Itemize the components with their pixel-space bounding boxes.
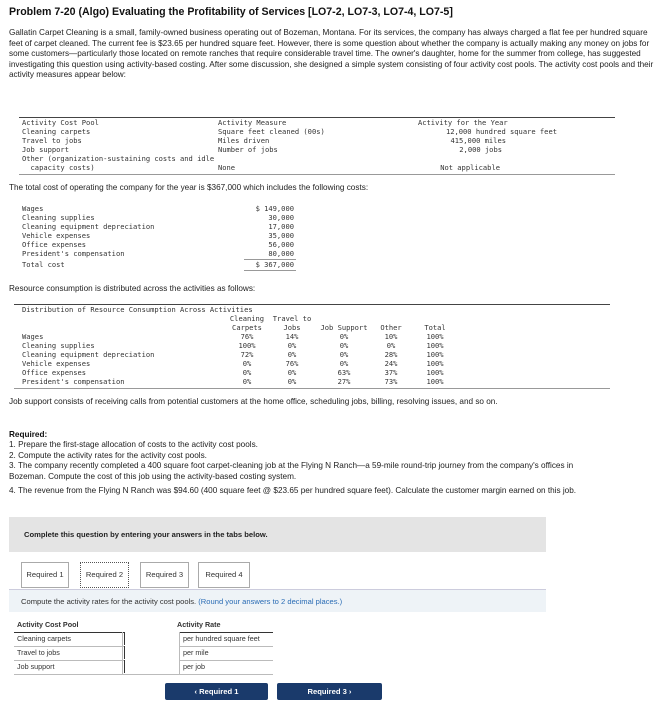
dist-row-label: Vehicle expenses [22, 359, 91, 368]
dist-cell: 0% [287, 350, 297, 359]
pool-measure: Number of jobs [218, 145, 278, 154]
tab-instruction [9, 589, 546, 612]
rate-input-cleaning-carpets[interactable] [124, 632, 179, 645]
pool-name: Travel to jobs [22, 136, 82, 145]
table-rule [19, 117, 615, 118]
dist-header: Travel to [272, 314, 312, 323]
dist-cell: 0% [339, 341, 349, 350]
required-heading: Required: [9, 430, 48, 439]
dist-cell: 63% [337, 368, 351, 377]
answer-unit-label: per hundred square feet [179, 632, 273, 646]
dist-header: Carpets [232, 323, 262, 332]
tab-required-4[interactable]: Required 4 [198, 562, 250, 588]
dist-cell: 100% [426, 377, 444, 386]
answer-pool-label: Cleaning carpets [14, 632, 123, 646]
dist-cell: 24% [384, 359, 398, 368]
col-header-measure: Activity Measure [218, 118, 287, 127]
cost-value: 30,000 [268, 213, 294, 222]
pool-measure: None [218, 163, 236, 172]
cost-label: Cleaning supplies [22, 213, 95, 222]
cost-label: Cleaning equipment depreciation [22, 222, 155, 231]
dist-cell: 76% [285, 359, 299, 368]
dist-cell: 0% [287, 341, 297, 350]
dist-cell: 0% [339, 332, 349, 341]
sum-rule [244, 270, 296, 271]
cost-total-value: $ 367,000 [255, 260, 294, 269]
dist-cell: 28% [384, 350, 398, 359]
dist-cell: 100% [426, 341, 444, 350]
answer-row [14, 646, 273, 661]
pool-activity: 12,000 hundred square feet [445, 127, 557, 136]
answer-header-rate: Activity Rate [177, 620, 221, 629]
dist-cell: 0% [339, 350, 349, 359]
cost-label: Wages [22, 204, 44, 213]
dist-cell: 37% [384, 368, 398, 377]
dist-cell: 0% [339, 359, 349, 368]
cost-value: $ 149,000 [255, 204, 294, 213]
tab-required-1[interactable]: Required 1 [21, 562, 69, 588]
dist-cell: 10% [384, 332, 398, 341]
dist-cell: 73% [384, 377, 398, 386]
dist-cell: 100% [426, 350, 444, 359]
dist-cell: 0% [287, 368, 297, 377]
cost-total-label: Total cost [22, 260, 65, 269]
dist-row-label: Cleaning equipment depreciation [22, 350, 155, 359]
answer-row [14, 632, 273, 647]
pool-activity: 415,000 miles [450, 136, 506, 145]
resource-text: Resource consumption is distributed across the activities as follows: [9, 284, 256, 293]
cost-value: 56,000 [268, 240, 294, 249]
answer-row [14, 660, 273, 675]
answer-unit-label: per mile [179, 646, 273, 660]
dist-cell: 100% [426, 332, 444, 341]
intro-paragraph: Gallatin Carpet Cleaning is a small, family-owned business operating out of Bozeman, Montana. For its services, the company has always charged a flat fee per hundred square feet of carpet cleaned. The current fee is $23.65 per hundred square feet. However, there is some question about whether the company is actually making any money on jobs for some customers—particularly those located on remote ranches that require considerable travel time. The owner's daughter, home for the summer from college, has suggested investigating this question using activity-based costing. After some discussion, she designed a simple system consisting of four activity cost pools. The activity cost pools and their activity measures appear below: [9, 28, 654, 79]
col-header-activity: Activity for the Year [418, 118, 508, 127]
total-cost-text: The total cost of operating the company for the year is $367,000 which includes the following costs: [9, 183, 369, 192]
dist-row-label: President's compensation [22, 377, 125, 386]
dist-cell: 100% [238, 341, 256, 350]
dist-cell: 27% [337, 377, 351, 386]
answer-pool-label: Travel to jobs [14, 646, 123, 660]
instruction-hint: (Round your answers to 2 decimal places.) [198, 597, 343, 606]
instruction-text: Compute the activity rates for the activity cost pools. [21, 597, 197, 606]
problem-title: Problem 7-20 (Algo) Evaluating the Profitability of Services [LO7-2, LO7-3, LO7-4, LO7-5] [9, 6, 453, 18]
tab-required-3[interactable]: Required 3 [140, 562, 189, 588]
prev-required-button[interactable]: ‹ Required 1 [165, 683, 268, 700]
dist-header: Total [424, 323, 446, 332]
pool-measure: Miles driven [218, 136, 270, 145]
answer-header-row [14, 618, 273, 633]
col-header-pool: Activity Cost Pool [22, 118, 99, 127]
cost-label: President's compensation [22, 249, 125, 258]
dist-cell: 0% [287, 377, 297, 386]
dist-cell: 0% [242, 368, 252, 377]
dist-header: Job Support [320, 323, 368, 332]
cost-value: 35,000 [268, 231, 294, 240]
dist-row-label: Wages [22, 332, 44, 341]
required-item: 2. Compute the activity rates for the activity cost pools. [9, 451, 207, 460]
dist-row-label: Cleaning supplies [22, 341, 95, 350]
table-rule [19, 174, 615, 175]
cost-value: 80,000 [268, 249, 294, 258]
cost-label: Office expenses [22, 240, 87, 249]
cost-value: 17,000 [268, 222, 294, 231]
rate-input-job-support[interactable] [124, 660, 179, 673]
required-item: 1. Prepare the first-stage allocation of costs to the activity cost pools. [9, 440, 258, 449]
table-rule [14, 388, 610, 389]
dist-cell: 100% [426, 359, 444, 368]
required-item: 3. The company recently completed a 400 square foot carpet-cleaning job at the Flying N Ranch—a 59-mile round-trip journey from the company's offices in Bozeman. Compute the cost of this job using the activity-based costing system. [9, 461, 574, 481]
dist-header: Other [380, 323, 402, 332]
dist-header: Jobs [283, 323, 301, 332]
pool-name: capacity costs) [22, 163, 95, 172]
required-item: 4. The revenue from the Flying N Ranch was $94.60 (400 square feet @ $23.65 per hundred square feet). Calculate the customer margin earned on this job. [9, 486, 577, 495]
dist-title: Distribution of Resource Consumption Across Activities [22, 305, 253, 314]
dist-cell: 72% [240, 350, 254, 359]
answer-unit-label: per job [179, 660, 273, 674]
job-support-text: Job support consists of receiving calls from potential customers at the home office, scheduling jobs, billing, resolving issues, and so on. [9, 397, 498, 406]
dist-cell: 76% [240, 332, 254, 341]
dist-cell: 100% [426, 368, 444, 377]
rate-input-travel-to-jobs[interactable] [124, 646, 179, 659]
answer-pool-label: Job support [14, 660, 123, 674]
pool-activity: 2,000 jobs [459, 145, 502, 154]
cost-label: Vehicle expenses [22, 231, 91, 240]
next-required-button[interactable]: Required 3 › [277, 683, 382, 700]
pool-name: Job support [22, 145, 69, 154]
dist-header: Cleaning [229, 314, 265, 323]
pool-measure: Square feet cleaned (00s) [218, 127, 325, 136]
tab-required-2[interactable]: Required 2 [80, 562, 129, 588]
pool-name: Cleaning carpets [22, 127, 91, 136]
answer-header-pool: Activity Cost Pool [17, 620, 79, 629]
dist-cell: 0% [242, 359, 252, 368]
pool-name: Other (organization-sustaining costs and idle [22, 154, 215, 163]
dist-cell: 0% [242, 377, 252, 386]
complete-instruction-box [9, 517, 546, 552]
pool-activity: Not applicable [440, 163, 500, 172]
dist-row-label: Office expenses [22, 368, 87, 377]
dist-cell: 14% [285, 332, 299, 341]
dist-cell: 0% [386, 341, 396, 350]
complete-instruction-text: Complete this question by entering your answers in the tabs below. [24, 530, 268, 539]
